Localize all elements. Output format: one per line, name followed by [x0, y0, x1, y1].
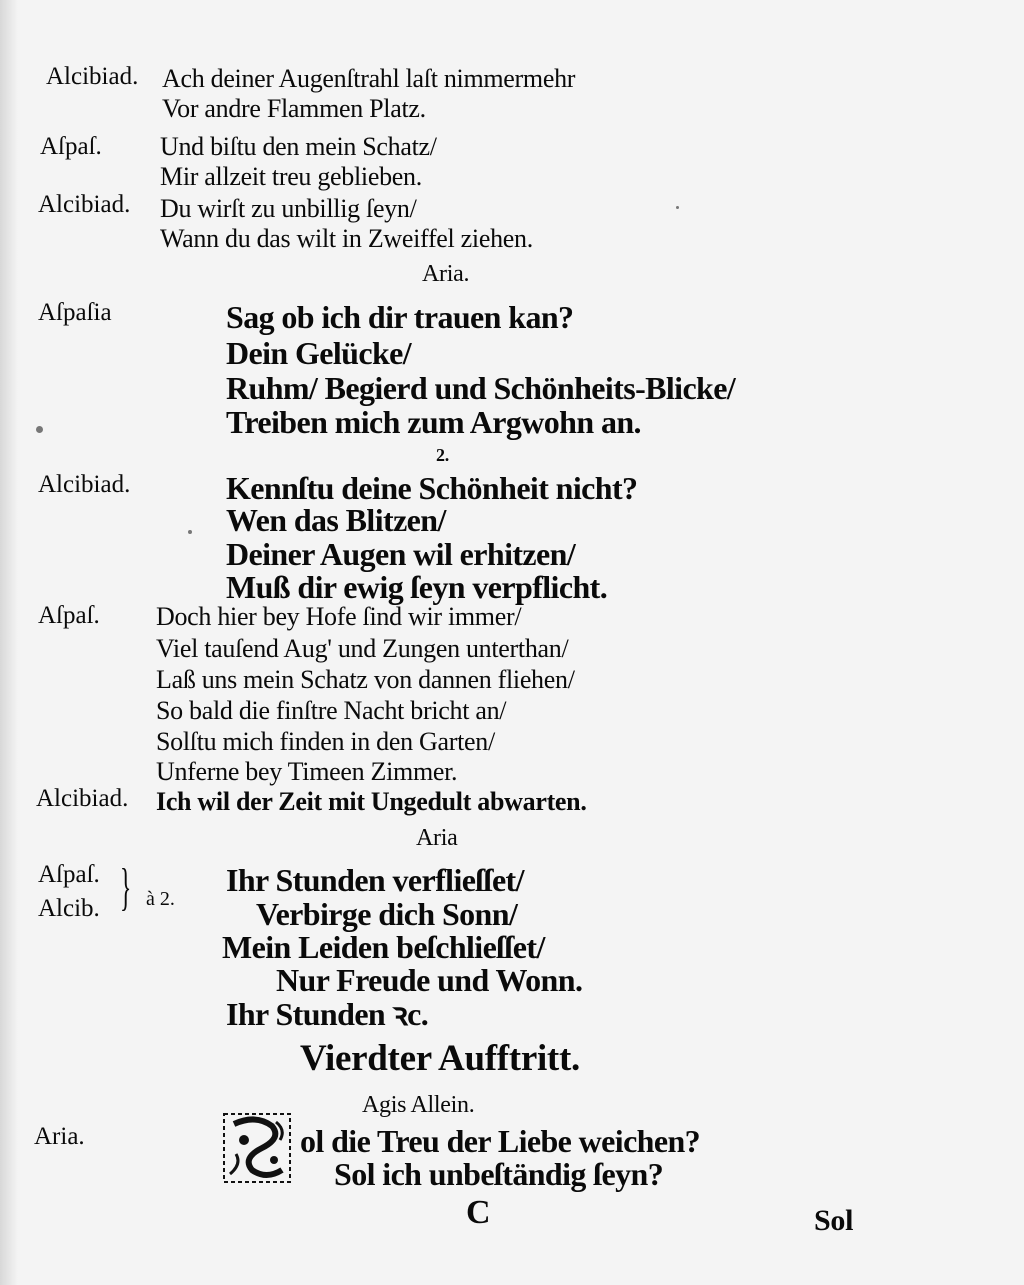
duet-brace: } [120, 859, 132, 916]
speaker-name: Aſpaſ. [40, 133, 102, 160]
speaker-name: Alcib. [38, 895, 100, 922]
verse-line: So bald die finſtre Nacht bricht an/ [156, 696, 507, 725]
verse-line: Unferne bey Timeen Zimmer. [156, 757, 458, 786]
speaker-name: Alcibiad. [38, 191, 131, 218]
section-heading: Aria. [422, 261, 470, 287]
section-heading: Aria [416, 825, 458, 851]
scene-subheading: Agis Allein. [362, 1092, 475, 1118]
verse-line: Wann du das wilt in Zweiffel ziehen. [160, 224, 533, 253]
verse-line: Doch hier bey Hofe ſind wir immer/ [156, 602, 522, 631]
aria-line: Wen das Blitzen/ [226, 502, 446, 538]
aria-line: Sag ob ich dir trauen kan? [226, 299, 574, 335]
aria-line: Verbirge dich Sonn/ [256, 896, 518, 932]
verse-line: Solſtu mich finden in den Garten/ [156, 727, 495, 756]
speaker-name: Aria. [34, 1123, 85, 1150]
aria-line: Deiner Augen wil erhitzen/ [226, 536, 576, 572]
page-edge-shadow [0, 0, 18, 1285]
verse-line: Vor andre Flammen Platz. [162, 94, 426, 123]
aria-line: Ihr Stunden ꝛc. [226, 996, 429, 1032]
verse-line: Laß uns mein Schatz von dannen fliehen/ [156, 665, 575, 694]
aria-line: Ihr Stunden verflieſſet/ [226, 862, 524, 898]
speaker-name: Alcibiad. [46, 63, 139, 90]
ink-speck [676, 206, 679, 209]
aria-line: Dein Gelücke/ [226, 335, 412, 371]
speaker-name: Aſpaſ. [38, 602, 100, 629]
verse-line: Viel tauſend Aug' und Zungen unterthan/ [156, 634, 569, 663]
aria-line: Ruhm/ Begierd und Schönheits-Blicke/ [226, 370, 736, 406]
signature-mark: C [466, 1194, 491, 1231]
speaker-name: Alcibiad. [36, 785, 129, 812]
verse-line: Ach deiner Augenſtrahl laſt nimmermehr [162, 64, 576, 93]
catchword: Sol [814, 1204, 854, 1237]
aria-line: Sol ich unbeſtändig ſeyn? [334, 1156, 664, 1192]
aria-line: Treiben mich zum Argwohn an. [226, 404, 641, 440]
aria-line: Muß dir ewig ſeyn verpflicht. [226, 569, 608, 605]
verse-line: Mir allzeit treu geblieben. [160, 162, 422, 191]
ink-speck [188, 530, 192, 534]
stanza-number: 2. [436, 445, 449, 465]
aria-line: Nur Freude und Wonn. [276, 962, 583, 998]
aria-line: Mein Leiden beſchlieſſet/ [222, 929, 545, 965]
verse-line: Du wirſt zu unbillig ſeyn/ [160, 194, 417, 223]
scene-heading: Vierdter Aufftritt. [300, 1038, 580, 1079]
ink-speck [36, 426, 43, 433]
duet-marker: à 2. [146, 888, 175, 910]
verse-line: Und biſtu den mein Schatz/ [160, 132, 437, 161]
aria-line: ol die Treu der Liebe weichen? [300, 1123, 701, 1159]
speaker-name: Aſpaſia [38, 299, 112, 326]
speaker-name: Alcibiad. [38, 471, 131, 498]
decorated-initial [222, 1110, 296, 1186]
verse-line: Ich wil der Zeit mit Ungedult abwarten. [156, 787, 587, 816]
speaker-name: Aſpaſ. [38, 861, 100, 888]
aria-line: Kennſtu deine Schönheit nicht? [226, 470, 638, 506]
